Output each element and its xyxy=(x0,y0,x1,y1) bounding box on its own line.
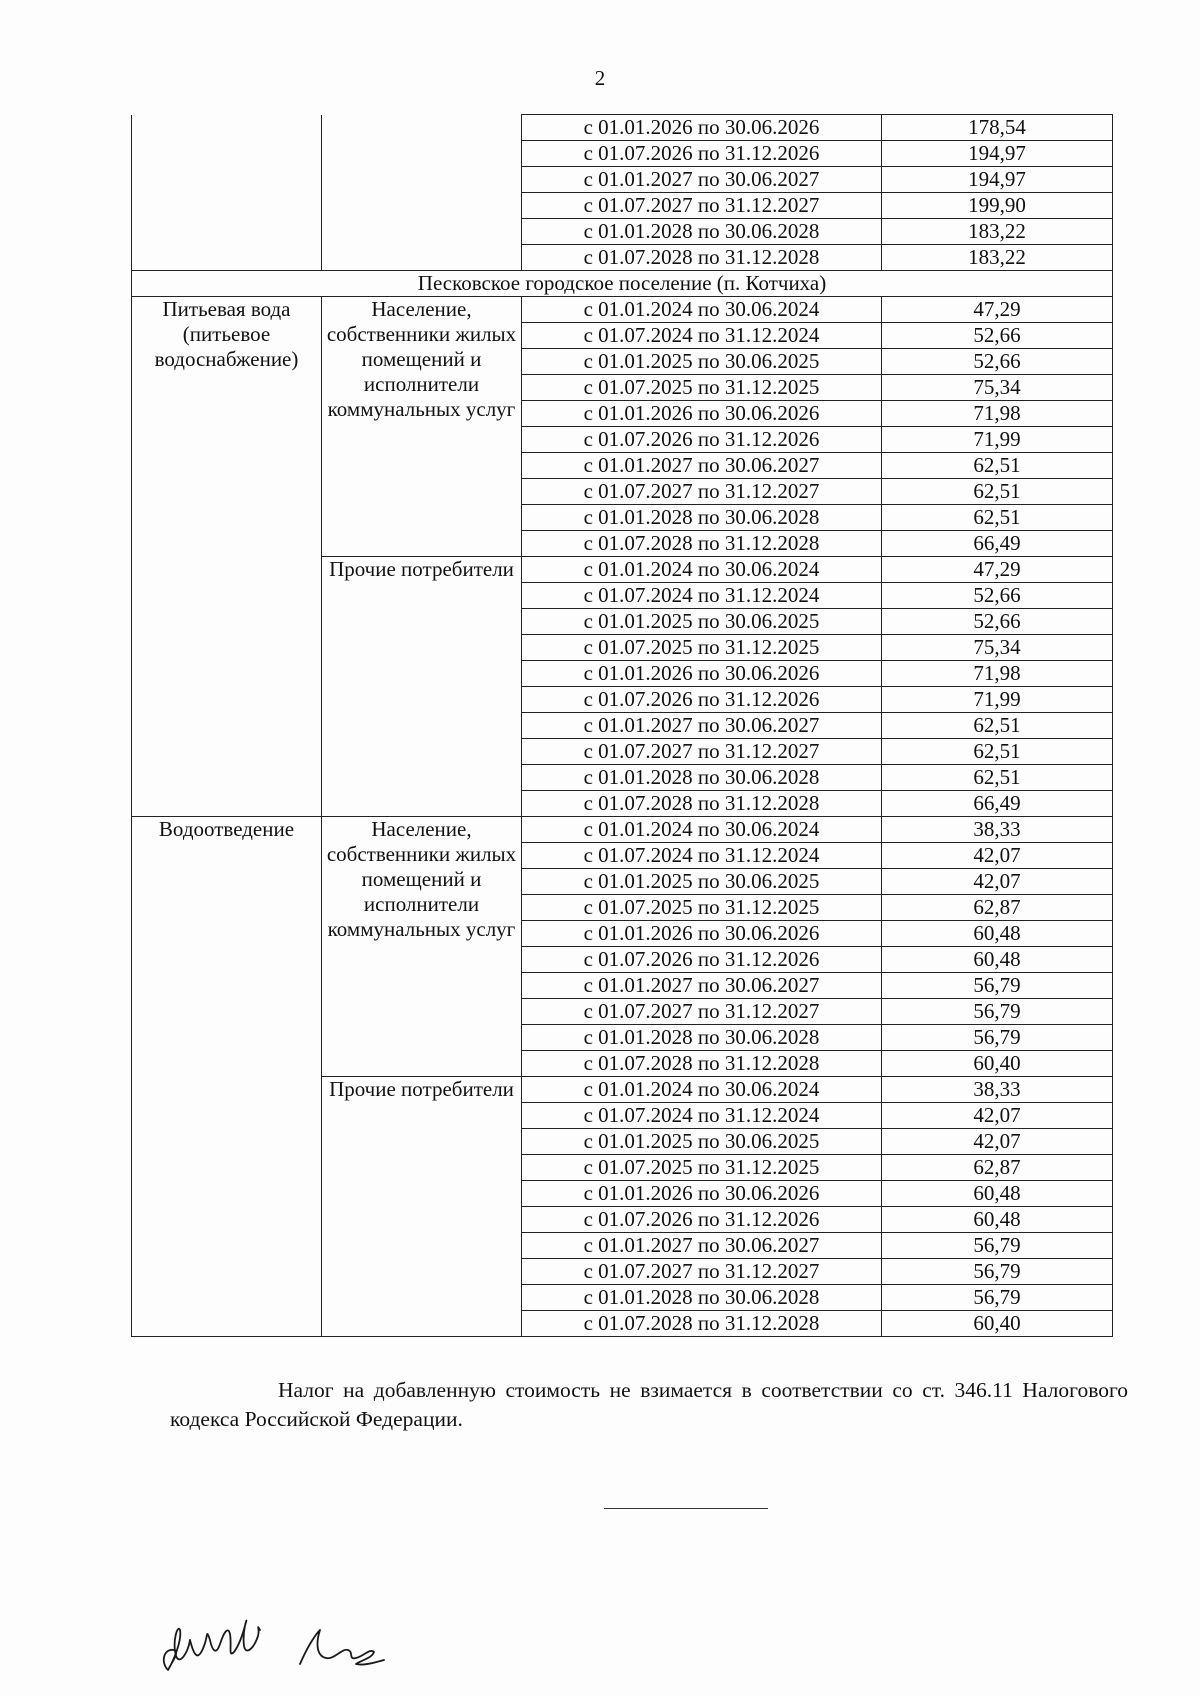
period-cell: с 01.07.2024 по 31.12.2024 xyxy=(522,323,882,349)
period-cell: с 01.01.2028 по 30.06.2028 xyxy=(522,1285,882,1311)
tariff-value-cell: 56,79 xyxy=(882,1259,1113,1285)
settlement-row xyxy=(132,271,1113,297)
period-cell: с 01.01.2028 по 30.06.2028 xyxy=(522,219,882,245)
table-row xyxy=(132,297,1113,323)
period-cell: с 01.07.2025 по 31.12.2025 xyxy=(522,635,882,661)
tariff-value-cell: 56,79 xyxy=(882,1285,1113,1311)
period-cell: с 01.01.2028 по 30.06.2028 xyxy=(522,1025,882,1051)
tariff-value-cell: 52,66 xyxy=(882,323,1113,349)
tariff-value-cell: 42,07 xyxy=(882,1129,1113,1155)
tariff-value-cell: 42,07 xyxy=(882,1103,1113,1129)
tariff-value-cell: 60,48 xyxy=(882,1181,1113,1207)
tariff-value-cell: 71,98 xyxy=(882,401,1113,427)
tariff-value-cell: 38,33 xyxy=(882,1077,1113,1103)
page-number: 2 xyxy=(594,66,606,90)
tariff-value-cell: 42,07 xyxy=(882,869,1113,895)
period-cell: с 01.07.2027 по 31.12.2027 xyxy=(522,999,882,1025)
tariff-value-cell: 52,66 xyxy=(882,609,1113,635)
tariff-value-cell: 56,79 xyxy=(882,999,1113,1025)
tariff-value-cell: 71,98 xyxy=(882,661,1113,687)
period-cell: с 01.01.2024 по 30.06.2024 xyxy=(522,557,882,583)
period-cell: с 01.07.2028 по 31.12.2028 xyxy=(522,531,882,557)
period-cell: с 01.07.2024 по 31.12.2024 xyxy=(522,843,882,869)
tariff-value-cell: 56,79 xyxy=(882,1025,1113,1051)
resource-cell-continued xyxy=(132,115,322,271)
tariff-value-cell: 47,29 xyxy=(882,297,1113,323)
tariff-value-cell: 38,33 xyxy=(882,817,1113,843)
period-cell: с 01.01.2026 по 30.06.2026 xyxy=(522,921,882,947)
period-cell: с 01.01.2025 по 30.06.2025 xyxy=(522,349,882,375)
resource-name-cell: Питьевая вода (питьевое водоснабжение) xyxy=(132,297,322,817)
tariff-value-cell: 199,90 xyxy=(882,193,1113,219)
period-cell: с 01.07.2028 по 31.12.2028 xyxy=(522,1311,882,1337)
handwritten-signature xyxy=(150,1600,410,1690)
period-cell: с 01.07.2026 по 31.12.2026 xyxy=(522,141,882,167)
period-cell: с 01.07.2026 по 31.12.2026 xyxy=(522,427,882,453)
period-cell: с 01.01.2024 по 30.06.2024 xyxy=(522,1077,882,1103)
period-cell: с 01.07.2028 по 31.12.2028 xyxy=(522,1051,882,1077)
tariff-value-cell: 56,79 xyxy=(882,973,1113,999)
tariff-value-cell: 60,48 xyxy=(882,1207,1113,1233)
period-cell: с 01.01.2028 по 30.06.2028 xyxy=(522,505,882,531)
resource-name-cell: Водоотведение xyxy=(132,817,322,1337)
period-cell: с 01.01.2028 по 30.06.2028 xyxy=(522,765,882,791)
consumer-cell-continued xyxy=(322,115,522,271)
tariff-value-cell: 62,87 xyxy=(882,895,1113,921)
tariff-value-cell: 66,49 xyxy=(882,791,1113,817)
period-cell: с 01.07.2027 по 31.12.2027 xyxy=(522,739,882,765)
period-cell: с 01.01.2024 по 30.06.2024 xyxy=(522,297,882,323)
consumer-group-cell: Население, собственники жилых помещений и исполнители коммунальных услуг xyxy=(322,297,522,557)
period-cell: с 01.07.2025 по 31.12.2025 xyxy=(522,895,882,921)
period-cell: с 01.07.2027 по 31.12.2027 xyxy=(522,1259,882,1285)
period-cell: с 01.07.2028 по 31.12.2028 xyxy=(522,245,882,271)
tariff-value-cell: 52,66 xyxy=(882,583,1113,609)
separator-line xyxy=(604,1508,768,1509)
period-cell: с 01.07.2025 по 31.12.2025 xyxy=(522,375,882,401)
period-cell: с 01.01.2027 по 30.06.2027 xyxy=(522,713,882,739)
period-cell: с 01.07.2026 по 31.12.2026 xyxy=(522,1207,882,1233)
tariff-value-cell: 66,49 xyxy=(882,531,1113,557)
tariff-value-cell: 71,99 xyxy=(882,687,1113,713)
period-cell: с 01.07.2027 по 31.12.2027 xyxy=(522,479,882,505)
period-cell: с 01.01.2025 по 30.06.2025 xyxy=(522,609,882,635)
period-cell: с 01.01.2027 по 30.06.2027 xyxy=(522,167,882,193)
period-cell: с 01.01.2026 по 30.06.2026 xyxy=(522,115,882,141)
period-cell: с 01.07.2024 по 31.12.2024 xyxy=(522,583,882,609)
period-cell: с 01.07.2026 по 31.12.2026 xyxy=(522,687,882,713)
tariff-value-cell: 60,48 xyxy=(882,947,1113,973)
period-cell: с 01.07.2024 по 31.12.2024 xyxy=(522,1103,882,1129)
period-cell: с 01.01.2024 по 30.06.2024 xyxy=(522,817,882,843)
vat-note-text: Налог на добавленную стоимость не взимается в соответствии со ст. 346.11 Налогового кодекса Российской Федерации. xyxy=(170,1378,1128,1431)
period-cell: с 01.01.2027 по 30.06.2027 xyxy=(522,453,882,479)
tariff-value-cell: 62,51 xyxy=(882,765,1113,791)
tariff-value-cell: 60,48 xyxy=(882,921,1113,947)
tariff-value-cell: 183,22 xyxy=(882,245,1113,271)
tariff-value-cell: 56,79 xyxy=(882,1233,1113,1259)
period-cell: с 01.01.2026 по 30.06.2026 xyxy=(522,661,882,687)
period-cell: с 01.07.2025 по 31.12.2025 xyxy=(522,1155,882,1181)
consumer-group-cell: Прочие потребители xyxy=(322,1077,522,1337)
tariff-value-cell: 75,34 xyxy=(882,375,1113,401)
table-row xyxy=(132,115,1113,141)
tariff-value-cell: 75,34 xyxy=(882,635,1113,661)
period-cell: с 01.07.2027 по 31.12.2027 xyxy=(522,193,882,219)
consumer-group-cell: Прочие потребители xyxy=(322,557,522,817)
vat-note xyxy=(170,1376,1128,1434)
tariff-value-cell: 62,51 xyxy=(882,713,1113,739)
period-cell: с 01.01.2026 по 30.06.2026 xyxy=(522,401,882,427)
tariff-value-cell: 62,51 xyxy=(882,479,1113,505)
tariff-table xyxy=(131,114,1113,1337)
tariff-value-cell: 71,99 xyxy=(882,427,1113,453)
tariff-value-cell: 62,51 xyxy=(882,739,1113,765)
tariff-value-cell: 194,97 xyxy=(882,167,1113,193)
settlement-heading: Песковское городское поселение (п. Котчиха) xyxy=(132,271,1113,297)
tariff-value-cell: 62,87 xyxy=(882,1155,1113,1181)
tariff-value-cell: 52,66 xyxy=(882,349,1113,375)
tariff-value-cell: 194,97 xyxy=(882,141,1113,167)
tariff-value-cell: 60,40 xyxy=(882,1311,1113,1337)
period-cell: с 01.07.2026 по 31.12.2026 xyxy=(522,947,882,973)
period-cell: с 01.01.2025 по 30.06.2025 xyxy=(522,1129,882,1155)
period-cell: с 01.01.2027 по 30.06.2027 xyxy=(522,1233,882,1259)
consumer-group-cell: Население, собственники жилых помещений и исполнители коммунальных услуг xyxy=(322,817,522,1077)
tariff-table-body xyxy=(132,115,1113,1337)
tariff-value-cell: 60,40 xyxy=(882,1051,1113,1077)
period-cell: с 01.07.2028 по 31.12.2028 xyxy=(522,791,882,817)
period-cell: с 01.01.2027 по 30.06.2027 xyxy=(522,973,882,999)
tariff-value-cell: 62,51 xyxy=(882,453,1113,479)
tariff-value-cell: 62,51 xyxy=(882,505,1113,531)
tariff-value-cell: 183,22 xyxy=(882,219,1113,245)
table-row xyxy=(132,817,1113,843)
tariff-value-cell: 47,29 xyxy=(882,557,1113,583)
period-cell: с 01.01.2025 по 30.06.2025 xyxy=(522,869,882,895)
period-cell: с 01.01.2026 по 30.06.2026 xyxy=(522,1181,882,1207)
tariff-value-cell: 178,54 xyxy=(882,115,1113,141)
tariff-value-cell: 42,07 xyxy=(882,843,1113,869)
